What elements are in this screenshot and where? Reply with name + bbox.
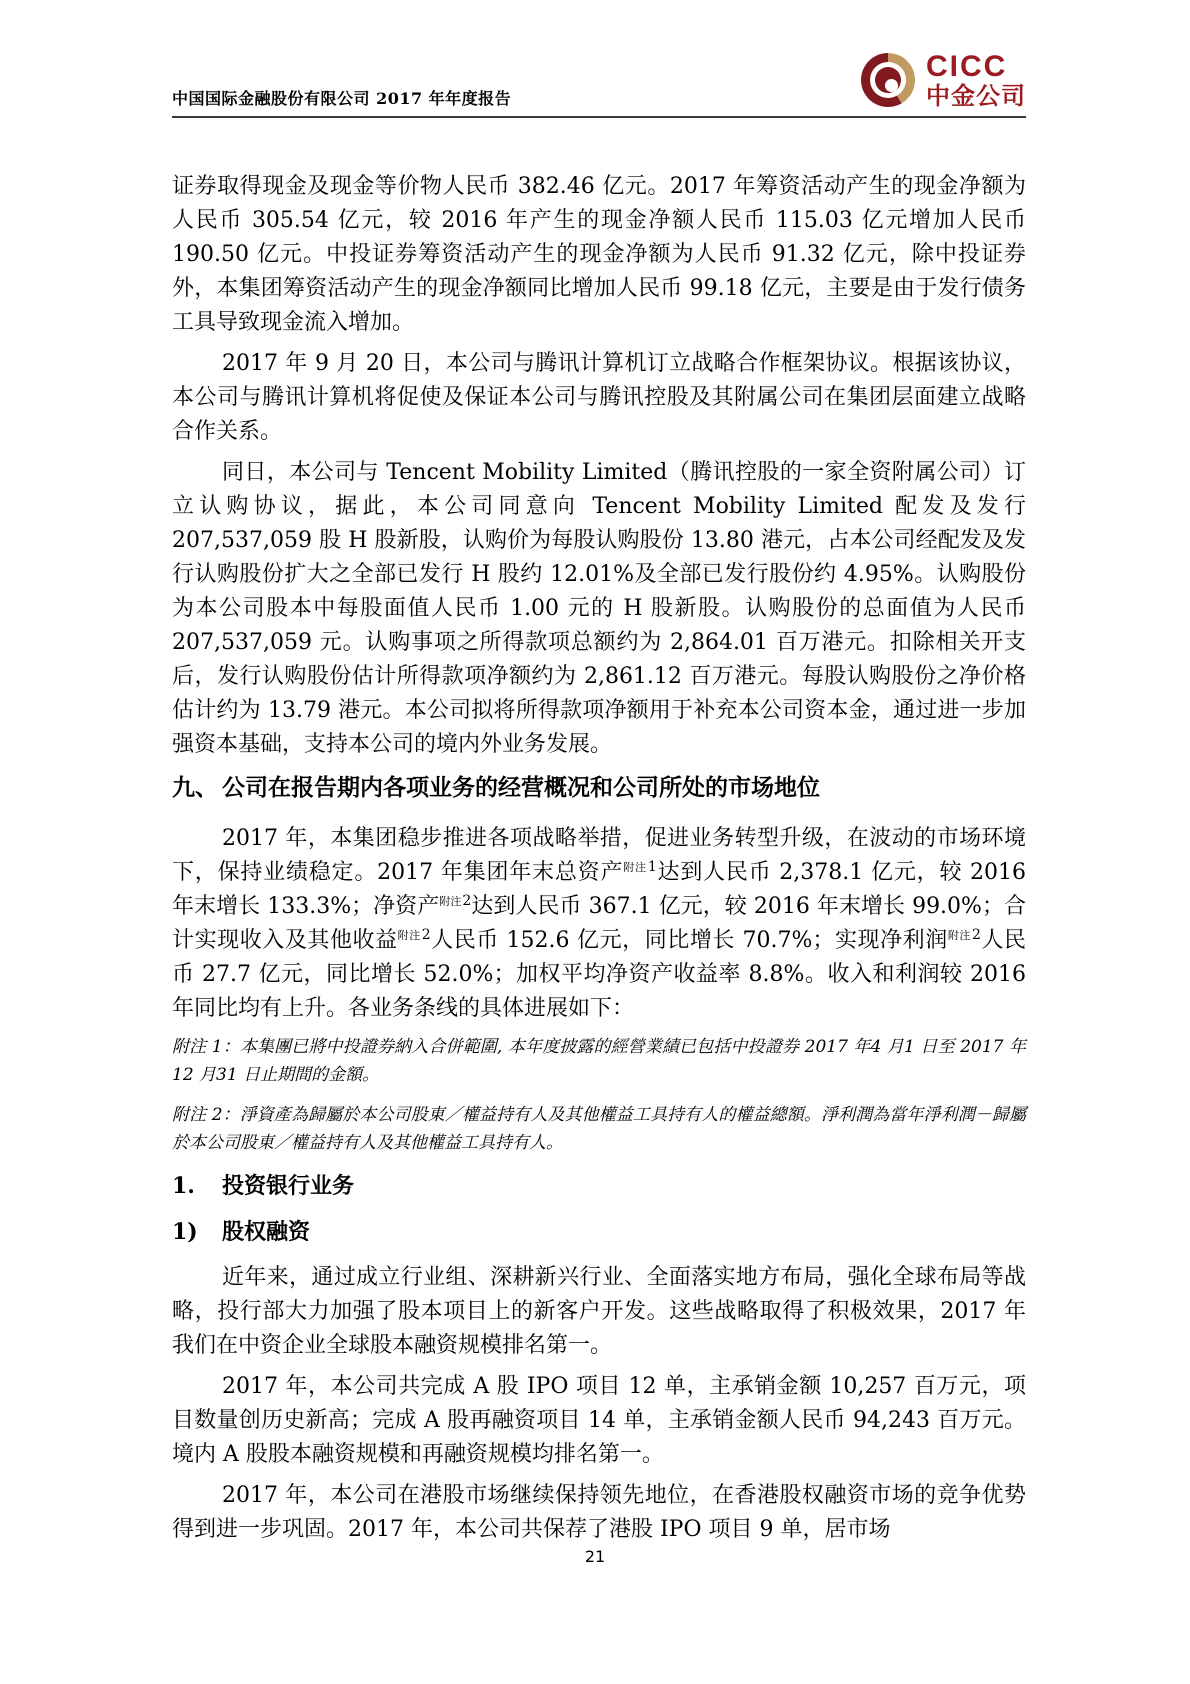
report-title: 中国国际金融股份有限公司 2017 年年度报告 <box>172 89 512 108</box>
section-1-number: 1. <box>172 1173 195 1199</box>
cicc-logo <box>861 52 1026 108</box>
page-frame <box>172 0 1026 1547</box>
section-9-heading <box>172 770 1026 806</box>
footnote-ref-1: 附注1 <box>623 858 657 875</box>
logo-center-dot <box>885 79 898 92</box>
page-header <box>172 0 1026 111</box>
section-1-title: 投资银行业务 <box>222 1173 355 1199</box>
paragraph-hk-market: 2017 年，本公司在港股市场继续保持领先地位，在香港股权融资市场的竞争优势得到进一步巩固。2017 年，本公司共保荐了港股 IPO 项目 9 单，居市场 <box>172 1483 1026 1542</box>
footnote-1: 附注 1：本集團已將中投證券納入合併範圍, 本年度披露的經營業績已包括中投證券 2017 年4 月1 日至 2017 年12 月31 日止期間的金額。 <box>172 1037 1026 1085</box>
subsection-1-number: 1) <box>172 1219 198 1245</box>
logo-wordmark <box>926 52 1026 108</box>
paragraph-tencent-framework: 2017 年 9 月 20 日，本公司与腾讯计算机订立战略合作框架协议。根据该协议，本公司与腾讯计算机将促使及保证本公司与腾讯控股及其附属公司在集团层面建立战略合作关系。 <box>172 351 1026 444</box>
overview-text-3: 达到人民币 367.1 亿元，较 2016 年末增长 99.0%；合计实现收入及其他收益 <box>172 894 1026 953</box>
paragraph-cash-flow: 证券取得现金及现金等价物人民币 382.46 亿元。2017 年筹资活动产生的现金净额为人民币 305.54 亿元，较 2016 年产生的现金净额人民币 115.03 亿元增加人民币 190.50 亿元。中投证券筹资活动产生的现金净额为人民币 91.32 亿元，除中投证券外，本集团筹资活动产生的现金净额同比增加人民币 99.18 亿元，主要是由于发行债务工具导致现金流入增加。 <box>172 174 1026 335</box>
section-1-heading <box>172 1169 1026 1203</box>
section-9-title: 公司在报告期内各项业务的经营概况和公司所处的市场地位 <box>222 774 820 801</box>
page-number: 21 <box>584 1547 606 1566</box>
cicc-logo-icon <box>861 53 915 107</box>
footnote-ref-4: 附注2 <box>947 926 981 943</box>
page-content <box>172 118 1026 1547</box>
subsection-1-title: 股权融资 <box>222 1219 311 1245</box>
page-footer <box>0 1547 1190 1566</box>
overview-text-2: 达到人民币 2,378.1 亿元，较 2016 年末增长 133.3%；净资产 <box>172 860 1027 919</box>
overview-text-5: 人民币 27.7 亿元，同比增长 52.0%；加权平均净资产收益率 8.8%。收入和利润较 2016 年同比均有上升。各业务条线的具体进展如下： <box>172 928 1027 1021</box>
footnote-2: 附注 2：淨資產為歸屬於本公司股東／權益持有人及其他權益工具持有人的權益總額。淨利潤為當年淨利潤－歸屬於本公司股東／權益持有人及其他權益工具持有人。 <box>172 1105 1026 1153</box>
overview-text-4: 人民币 152.6 亿元，同比增长 70.7%；实现净利润 <box>430 928 948 953</box>
paragraph-tencent-subscription: 同日，本公司与 Tencent Mobility Limited（腾讯控股的一家全资附属公司）订立认购协议，据此，本公司同意向 Tencent Mobility Limited 配发及发行 207,537,059 股 H 股新股，认购价为每股认购股份 13.80 港元，占本公司经配发及发行认购股份扩大之全部已发行 H 股约 12.01%及全部已发行股份约 4.95%。认购股份为本公司股本中每股面值人民币 1.00 元的 H 股新股。认购股份的总面值为人民币 207,537,059 元。认购事项之所得款项总额约为 2,864.01 百万港元。扣除相关开支后，发行认购股份估计所得款项净额约为 2,861.12 百万港元。每股认购股份之净价格估计约为 13.79 港元。本公司拟将所得款项净额用于补充本公司资本金，通过进一步加强资本基础，支持本公司的境内外业务发展。 <box>172 460 1026 757</box>
paragraph-overview <box>172 822 1026 1026</box>
paragraph-a-share-ipo: 2017 年，本公司共完成 A 股 IPO 项目 12 单，主承销金额 10,257 百万元，项目数量创历史新高；完成 A 股再融资项目 14 单，主承销金额人民币 94,243 百万元。境内 A 股股本融资规模和再融资规模均排名第一。 <box>172 1374 1026 1467</box>
footnote-ref-3: 附注2 <box>397 926 431 943</box>
logo-text-en: CICC <box>926 50 1008 83</box>
overview-text-1: 2017 年，本集团稳步推进各项战略举措，促进业务转型升级，在波动的市场环境下，保持业绩稳定。2017 年集团年末总资产 <box>172 826 1026 885</box>
section-9-number: 九、 <box>172 774 218 801</box>
paragraph-equity-strategy: 近年来，通过成立行业组、深耕新兴行业、全面落实地方布局，强化全球布局等战略，投行部大力加强了股本项目上的新客户开发。这些战略取得了积极效果，2017 年我们在中资企业全球股本融资规模排名第一。 <box>172 1265 1026 1358</box>
logo-text-cn: 中金公司 <box>926 81 1026 110</box>
footnote-ref-2: 附注2 <box>439 892 472 909</box>
subsection-1-heading <box>172 1215 1026 1249</box>
